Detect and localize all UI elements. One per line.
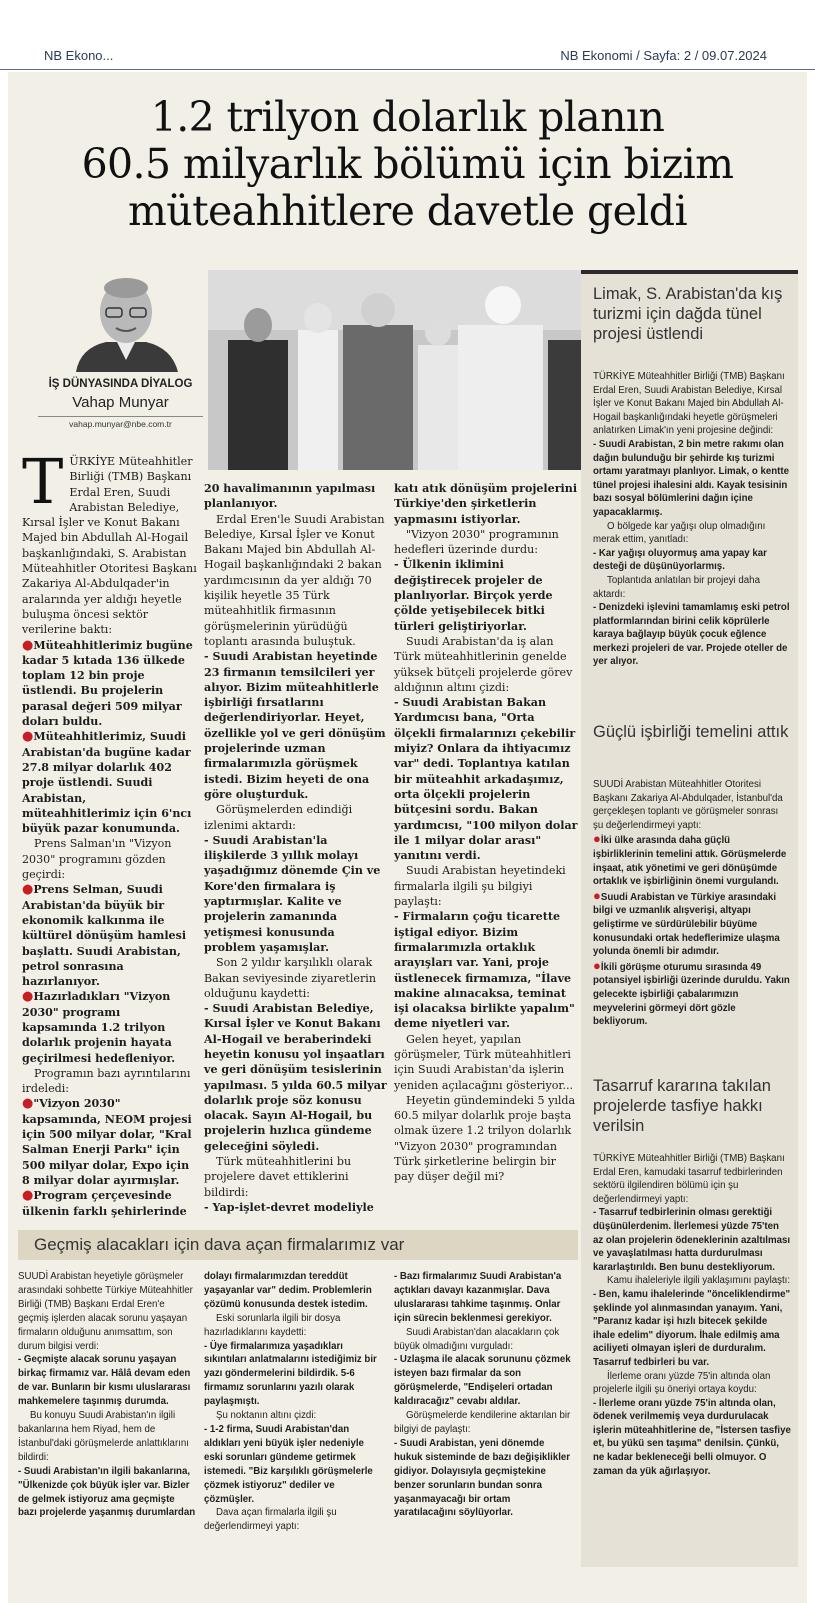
headline-line: 60.5 milyarlık bölümü için bizim	[81, 140, 734, 188]
article-paragraph: Gelen heyet, yapılan görüşmeler, Türk müteahhitleri için Suudi Arabistan'da işlerin yeniden açılacağını gösteriyor...	[394, 1032, 574, 1092]
article-column-3	[394, 481, 579, 1185]
bullet-dot: ●	[22, 1096, 34, 1112]
author-photo	[66, 270, 186, 372]
sidebar-quote: - İlerleme oranı yüzde 75'in altında olan, ödenek verilmemiş veya durdurulacak işlerin müteahhitlerine de, "İstersen tasfiye et, bu yükü sen taşıma" denilsin. Çünkü, ne kadar bekleneceği belli olmuyor. O zaman da yük ağırlaşıyor.	[593, 1397, 791, 1477]
box-paragraph: Görüşmelerde kendilerine aktarılan bir bilgiyi de paylaştı:	[394, 1410, 571, 1435]
article-bullet: Müteahhitlerimiz bugüne kadar 5 kıtada 136 ülkede toplam 12 bin proje üstlendi. Bu projelerin parasal değeri 509 milyar doları buldu.	[22, 638, 193, 729]
article-paragraph: Programın bazı ayrıntılarını irdeledi:	[22, 1066, 191, 1096]
sidebar-quote: - Kar yağışı oluyormuş ama yapay kar desteği de düşünüyorlarmış.	[593, 547, 767, 573]
bullet-dot: ●	[593, 957, 601, 973]
sidebar-quote: İkili görüşme oturumu sırasında 49 potansiyel işbirliği üzerinde duruldu. Yakın gelecekte işbirliği çabalarımızın meyvelerini görmeyi dört gözle bekliyorum.	[593, 961, 790, 1028]
article-bullet: "Vizyon 2030" kapsamında, NEOM projesi için 500 milyar dolar, "Kral Salman Enerji Parkı" için 500 milyar dolar, Expo için 8 milyar dolar ayırmışlar.	[22, 1097, 192, 1187]
article-paragraph: Görüşmelerden edindiği izlenimi aktardı:	[204, 803, 353, 832]
box-paragraph: Eski sorunlarla ilgili bir dosya hazırladıklarını kaydetti:	[204, 1312, 341, 1338]
sidebar-paragraph: O bölgede kar yağışı olup olmadığını merak ettim, yanıtladı:	[593, 520, 766, 546]
box-quote: - Üye firmalarımıza yaşadıkları sıkıntıları anlatmalarını istediğimiz bir yazı göndermelerini bildirdik. 5-6 firmamız sorunlarını yazılı olarak paylaşmıştı.	[204, 1340, 377, 1408]
box-quote: - Suudi Arabistan, yeni dönemde hukuk sisteminde de bazı değişiklikler gidiyor. Dolayısıyla geçmiştekine benzer sorunların bundan sonra yaşanmayacağı bir ortam yaratılacağını söylüyorlar.	[394, 1437, 571, 1519]
headline-line: 1.2 trilyon dolarlık planın	[150, 93, 665, 141]
sidebar-paragraph: Toplantıda anlatılan bir projeyi daha aktardı:	[593, 574, 760, 600]
box-paragraph: SUUDİ Arabistan heyetiyle görüşmeler arasındaki sohbette Türkiye Müteahhitler Birliği (TMB) Başkanı Erdal Eren'e geçmiş işlerden alacak sorunu yaşayan firmaların olduğunu anımsattım, son durum bilgisi verdi:	[18, 1271, 193, 1352]
sidebar-story-3	[593, 1152, 791, 1478]
sidebar-quote: - Denizdeki işlevini tamamlamış eski petrol platformlarından birini celik köprülerle karaya bağlayıp büyük çocuk eğlence merkezi projeleri de var. Projede oteller de yer alıyor.	[593, 602, 790, 668]
box-quote: - Uzlaşma ile alacak sorununu çözmek isteyen bazı firmalar da son görüşmelerde, "Endişeleri ortadan kaldıracağız" cevabı aldılar.	[394, 1354, 571, 1408]
newspaper-page	[8, 72, 807, 1603]
headline	[8, 94, 807, 235]
article-quote: - Suudi Arabistan'la ilişkilerde 3 yıllık molayı yaşadığımız dönemde Çin ve Kore'den firmalara iş yaptırmışlar. Kalite ve projelerin zamanında yetişmesi konusunda problem yaşamışlar.	[204, 833, 381, 954]
source-short: NB Ekono...	[44, 48, 114, 63]
box-paragraph: Bu konuyu Suudi Arabistan'ın ilgili bakanlarına hem Riyad, hem de İstanbul'daki görüşmelerde anlattıklarını bildirdi:	[18, 1410, 189, 1463]
article-paragraph: Erdal Eren'le Suudi Arabistan Belediye, Kırsal İşler ve Konut Bakanı Majed bin Abdullah Al-Hogail başkanlığındaki 2 bakan yardımcısının da yer aldığı 70 kişilik heyetle 35 Türk müteahhitlik firmasının görüşmelerinin yürüdüğü toplantı arasında buluştuk.	[204, 512, 385, 648]
article-bullet: Müteahhitlerimiz, Suudi Arabistan'da bugüne kadar 27.8 milyar dolarlık 402 proje üstlendi. Suudi Arabistan, müteahhitlerimiz için 6'ncı büyük pazar konumunda.	[22, 730, 192, 836]
box-column-3	[394, 1270, 572, 1520]
article-quote: - Suudi Arabistan heyetinde 23 firmanın temsilcileri yer alıyor. Bizim müteahhitlerle işbirliği fırsatlarını değerlendiriyorlar. Heyet, özellikle yol ve geri dönüşüm projelerinde uzman firmalarımızla görüşmek istedi. Bizim heyeti de ona göre oluşturduk.	[204, 650, 386, 801]
sidebar-quote: - Suudi Arabistan, 2 bin metre rakımı olan dağın bulunduğu bir şehirde kış turizmi ortamı yaratmayı planlıyor. Limak, o kentte tünel projesi ihalesini aldı. Kayak tesisinin bazı sosyal bölümlerini dağın içine yapacaklarmış.	[593, 438, 789, 518]
article-paragraph: "Vizyon 2030" programının hedefleri üzerinde durdu:	[394, 527, 559, 557]
sidebar-story-1	[593, 370, 791, 669]
bullet-dot: ●	[22, 1188, 34, 1204]
article-paragraph: Heyetin gündemindeki 5 yılda 60.5 milyar dolarlık proje başta olmak üzere 1.2 trilyon dolarlık "Vizyon 2030" programından Türk şirketlerine belirgin bir pay düşer değil mi?	[394, 1093, 576, 1184]
sidebar-paragraph: İlerleme oranı yüzde 75'in altında olan projelerle ilgili şu öneriyi ortaya koydu:	[593, 1370, 771, 1396]
dropcap: T	[22, 445, 64, 518]
sidebar-story-2	[593, 778, 791, 1029]
sidebar-heading: Tasarruf kararına takılan projelerde tasfiye hakkı verilsin	[593, 1077, 771, 1135]
bullet-dot: ●	[593, 887, 601, 903]
box-paragraph: Suudi Arabistan'dan alacakların çok büyük olmadığını vurguladı:	[394, 1326, 560, 1352]
box-paragraph: Şu noktanın altını çizdi:	[216, 1410, 317, 1422]
article-column-1	[22, 445, 197, 1219]
author-email: vahap.munyar@nbe.com.tr	[38, 416, 203, 429]
box-quote: - Geçmişte alacak sorunu yaşayan birkaç firmamız var. Hâlâ devam eden de var. Bunların bir kısmı uluslararası mahkemelere taşınmış durumda.	[18, 1354, 191, 1408]
sidebar-heading: Limak, S. Arabistan'da kış turizmi için dağda tünel projesi üstlendi	[593, 285, 783, 343]
sidebar-paragraph: TÜRKİYE Müteahhitler Birliği (TMB) Başkanı Erdal Eren, kamudaki tasarruf tedbirlerinden sektörü ilgilendiren bölümü için şu değerlendirmeyi yaptı:	[593, 1153, 785, 1205]
sidebar-quote: - Ben, kamu ihalelerinde "önceliklendirme" şeklinde yol alınmasından yanayım. Yani, "Paranız kadar işi hızlı bitecek şekilde ihale edelim" diyorum. İhale edilmiş ama aciliyeti olmayan işleri de durduralım. Tasarruf tedbirleri bu var.	[593, 1288, 791, 1368]
headline-line: müteahhitlere davetle geldi	[128, 187, 687, 235]
article-quote: - Suudi Arabistan Belediye, Kırsal İşler ve Konut Bakanı Al-Hogail ve beraberindeki heyetin konusu yol inşaatları ve geri dönüşüm tesislerinin yapılması. 5 yılda 60.5 milyar dolarlık proje söz konusu olacak. Sayın Al-Hogail, bu projelerin hızlıca gündeme geleceğini söyledi.	[204, 1002, 387, 1153]
sidebar-quote: - Tasarruf tedbirlerinin olması gerektiği düşünülerdenim. İlerlemesi yüzde 75'ten az olan projelerin ödeneklerinin azaltılması ve yavaşlatılması hatta durdurulması kararlaştırıldı. Ben bunu destekliyorum.	[593, 1207, 791, 1273]
sidebar-panel	[581, 270, 798, 1567]
article-quote: - Suudi Arabistan Bakan Yardımcısı bana, "Orta ölçekli firmalarınızı çekebilir miyiz? Onlara da ihtiyacımız var" dedi. Toplantıya katılan bir müteahhit arkadaşımız, orta ölçekli projelerin bütçesini sordu. Bakan yardımcısı, "100 milyon dolar ile 1 milyar dolar arası" yanıtını verdi.	[394, 696, 578, 863]
clipping-header	[0, 0, 815, 70]
bullet-dot: ●	[22, 637, 34, 653]
sidebar-rule	[581, 270, 798, 274]
bullet-dot: ●	[22, 729, 34, 745]
sidebar-paragraph: Kamu ihaleleriyle ilgili yaklaşımını paylaştı:	[607, 1275, 791, 1287]
box-column-1	[18, 1270, 196, 1520]
box-quote: dolayı firmalarımızdan tereddüt yaşayanlar var" dedim. Problemlerin çözümü konusunda destek istedim.	[204, 1271, 372, 1310]
article-text: 20 havalimanının yapılması planlanıyor.	[204, 482, 376, 511]
box-paragraph: Dava açan firmalarla ilgili şu değerlendirmeyi yaptı:	[204, 1507, 337, 1533]
box-title-band	[18, 1230, 578, 1260]
bullet-dot: ●	[22, 989, 34, 1005]
article-column-2	[204, 481, 387, 1215]
article-bullet: Program çerçevesinde ülkenin farklı şehirlerinde	[22, 1189, 187, 1218]
bullet-dot: ●	[22, 882, 34, 898]
article-paragraph: Suudi Arabistan'da iş alan Türk müteahhitlerinin genelde yüksek bütçeli projelerde görev aldığının altını çizdi:	[394, 634, 573, 694]
article-paragraph: Suudi Arabistan heyetindeki firmalarla ilgili şu bilgiyi paylaştı:	[394, 864, 566, 909]
sidebar-quote: İki ülke arasında daha güçlü işbirliklerinin temelini attık. Görüşmelerde inşaat, atık yönetimi ve geri dönüşümde ortaklık ve işbirliğinin önemi vurgulandı.	[593, 835, 787, 888]
article-paragraph: Son 2 yıldır karşılıklı olarak Bakan seviyesinde ziyaretlerin olduğunu kaydetti:	[204, 956, 376, 1000]
article-quote: - Ülkenin iklimini değiştirecek projeler de planlıyorlar. Birçok yerde çölde yetişebilecek bitki türleri geliştiriyorlar.	[394, 558, 553, 633]
article-bullet: Hazırladıkları "Vizyon 2030" programı kapsamında 1.2 trilyon dolarlık projenin hayata geçirilmesi hedefleniyor.	[22, 990, 176, 1065]
article-quote: - Firmaların çoğu ticarette iştigal ediyor. Bizim firmalarımızla ortaklık arayışları var. Yani, proje üstlenecek firmamıza, "İlave makine alınacaksa, teminat işi olacaksa birlikte yapalım" deme niyetleri var.	[394, 910, 575, 1031]
article-bullet: Prens Selman, Suudi Arabistan'da büyük bir ekonomik kalkınma ile kültürel dönüşüm hamlesi başlattı. Suudi Arabistan, petrol sonrasına hazırlanıyor.	[22, 883, 187, 989]
box-quote: - Suudi Arabistan'ın ilgili bakanlarına, "Ülkenizde çok büyük işler var. Bizler de gelmek istiyoruz ama geçmişte bazı projelerde yaşanmış durumlardan	[18, 1465, 196, 1519]
article-quote: - Yap-işlet-devret modeliyle	[204, 1200, 374, 1214]
box-quote: - 1-2 firma, Suudi Arabistan'dan aldıkları yeni büyük işler nedeniyle eski sorunları gündeme getirmek istemedi. "Biz karşılıklı görüşmelerle çözmek istiyoruz" dediler ve çözmüşler.	[204, 1423, 373, 1505]
box-title: Geçmiş alacakları için dava açan firmalarımız var	[34, 1235, 405, 1254]
sidebar-quote: Suudi Arabistan ve Türkiye arasındaki bilgi ve uzmanlık alışverişi, altyapı geliştirme ve sürdürülebilir büyüme konusundaki ortak hedeflerimize ulaşma yolunda önemli bir adımdır.	[593, 891, 780, 958]
article-text: katı atık dönüşüm projelerini Türkiye'den şirketlerin yapmasını istiyorlar.	[394, 482, 578, 526]
article-paragraph: Prens Salman'ın "Vizyon 2030" programını gözden geçirdi:	[22, 837, 172, 882]
article-paragraph: Türk müteahhitlerini bu projelere davet ettiklerini bildirdi:	[204, 1155, 352, 1199]
source-page-date: NB Ekonomi / Sayfa: 2 / 09.07.2024	[560, 48, 767, 63]
sidebar-heading: Güçlü işbirliği temelini attık	[593, 723, 789, 741]
news-photo	[208, 270, 581, 470]
sidebar-paragraph: TÜRKİYE Müteahhitler Birliği (TMB) Başkanı Erdal Eren, Suudi Arabistan Belediye, Kırsal İşler ve Konut Bakanı Majed bin Abdullah Al-Hogail başkanlığındaki heyetle görüşmeleri anlatırken Limak'ın yeni projesine değindi:	[593, 371, 785, 437]
box-quote: - Bazı firmalarımız Suudi Arabistan'a açtıkları davayı kazanmışlar. Dava uluslararası tahkime taşınmış. Onlar için sürecin beklenmesi gerekiyor.	[394, 1271, 562, 1324]
author-name: Vahap Munyar	[72, 394, 169, 411]
article-paragraph: ÜRKİYE Müteahhitler Birliği (TMB) Başkanı Erdal Eren, Suudi Arabistan Belediye, Kırsal İşler ve Konut Bakanı Majed bin Abdullah Al-Hogail başkanlığındaki, S. Arabistan Müteahhitler Otoritesi Başkanı Zakariya Al-Abdulqader'in aralarında yer aldığı heyetle buluşma öncesi sektör verilerine baktı:	[22, 455, 197, 637]
sidebar-paragraph: SUUDİ Arabistan Müteahhitler Otoritesi Başkanı Zakariya Al-Abdulqader, İstanbul'da gerçekleşen toplantı ve görüşmeler sonrası şu değerlendirmeyi yaptı:	[593, 779, 783, 831]
bullet-dot: ●	[593, 831, 601, 847]
box-column-2	[204, 1270, 382, 1534]
column-title: İŞ DÜNYASINDA DİYALOG	[48, 378, 193, 390]
